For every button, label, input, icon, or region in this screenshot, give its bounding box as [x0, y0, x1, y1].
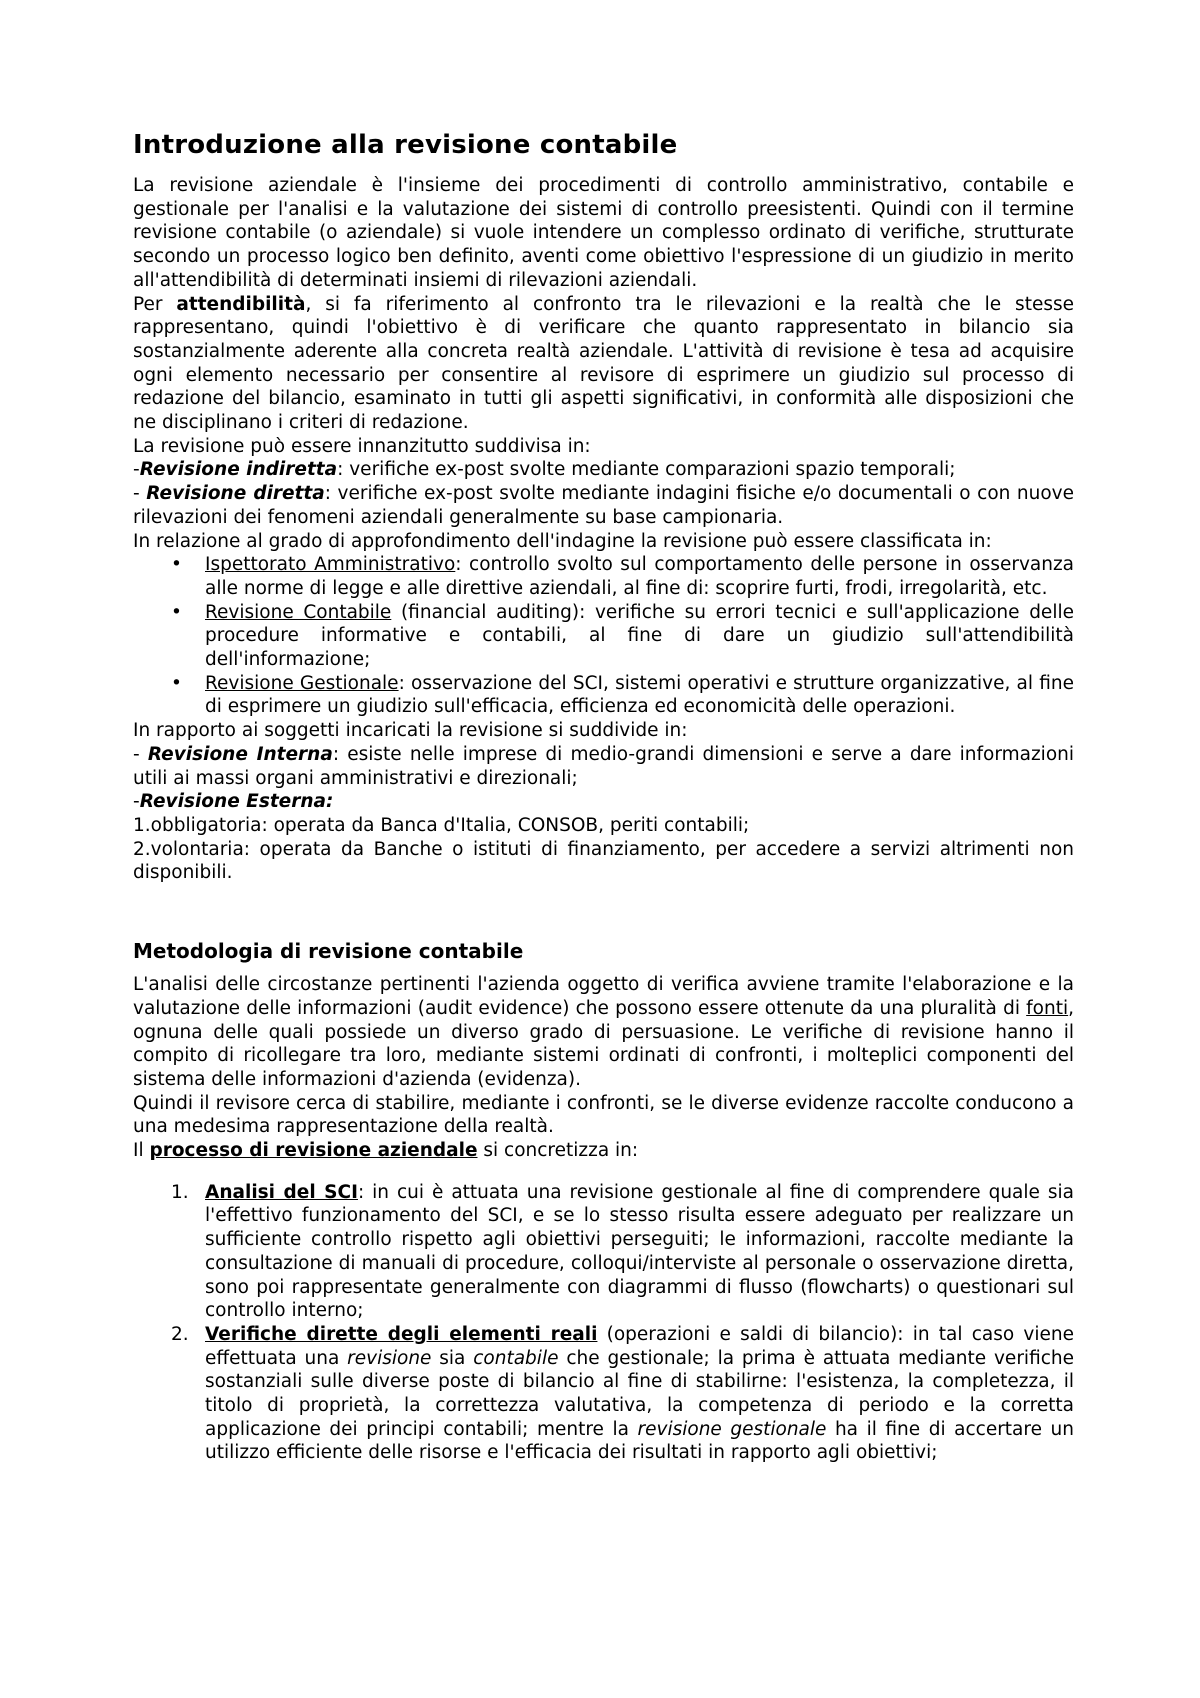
- method-paragraph-2: Quindi il revisore cerca di stabilire, mediante i confronti, se le diverse evidenze raccolte conducono a una medesima rappresentazione della realtà.: [133, 1092, 1074, 1138]
- term-revisione-contabile: Revisione Contabile: [205, 601, 392, 623]
- revisione-diretta-line: - Revisione diretta: verifiche ex-post svolte mediante indagini fisiche e/o documentali o con nuove rilevazioni dei fenomeni aziendali generalmente su base campionaria.: [133, 483, 1074, 528]
- intro-paragraph-4: In relazione al grado di approfondimento dell'indagine la revisione può essere classificata in:: [133, 530, 992, 552]
- term-verifiche-dirette: Verifiche dirette degli elementi reali: [205, 1323, 598, 1345]
- term-analisi-sci: Analisi del SCI: [205, 1181, 358, 1203]
- intro-paragraph-2: Per attendibilità, si fa riferimento al confronto tra le rilevazioni e la realtà che le stesse rappresentano, quindi l'obiettivo è di verificare che quanto rappresentato in bilancio sia sostanzialmente aderente alla concreta realtà aziendale. L'attività di revisione è tesa ad acquisire ogni elemento necessario per consentire al revisore di esprimere un giudizio sul processo di redazione del bilancio, esaminato in tutti gli aspetti significativi, in conformità alle disposizioni che ne disciplinano i criteri di redazione.: [133, 293, 1074, 434]
- list-item: 2. Verifiche dirette degli elementi reali (operazioni e saldi di bilancio): in tal caso viene effettuata una revisione sia contabile che gestionale; la prima è attuata mediante verifiche sostanziali sulle diverse poste di bilancio al fine di stabilirne: l'esistenza, la completezza, il titolo di proprietà, la correttezza valutativa, la competenza di periodo e la corretta applicazione dei principi contabili; mentre la revisione gestionale ha il fine di accertare un utilizzo efficiente delle risorse e l'efficacia dei risultati in rapporto agli obiettivi;: [171, 1323, 1074, 1464]
- bullet-icon: •: [171, 601, 182, 623]
- bullet-icon: •: [171, 672, 182, 694]
- term-ispettorato: Ispettorato Amministrativo: [205, 554, 456, 576]
- bullet-icon: •: [171, 554, 182, 576]
- term-attendibilita: attendibilità: [176, 293, 306, 315]
- esterna-item-1: 1.obbligatoria: operata da Banca d'Italia, CONSOB, periti contabili;: [133, 814, 750, 836]
- esterna-item-2: 2.volontaria: operata da Banche o istituti di finanziamento, per accedere a servizi altrimenti non disponibili.: [133, 838, 1074, 884]
- revisione-indiretta-line: -Revisione indiretta: verifiche ex-post svolte mediante comparazioni spazio temporali;: [133, 459, 956, 481]
- process-steps-list: [133, 1181, 1074, 1465]
- term-revisione-esterna: Revisione Esterna:: [139, 791, 334, 813]
- method-paragraph-1: L'analisi delle circostanze pertinenti l'azienda oggetto di verifica avviene tramite l'elaborazione e la valutazione delle informazioni (audit evidence) che possono essere ottenute da una pluralità di fonti, ognuna delle quali possiede un diverso grado di persuasione. Le verifiche di revisione hanno il compito di ricollegare tra loro, mediante sistemi ordinati di confronti, i molteplici componenti del sistema delle informazioni d'azienda (evidenza).: [133, 974, 1074, 1090]
- fonti-link[interactable]: fonti: [1026, 997, 1069, 1019]
- term-revisione-interna: Revisione Interna: [147, 743, 333, 765]
- list-item: • Ispettorato Amministrativo: controllo svolto sul comportamento delle persone in osservanza alle norme di legge e alle direttive aziendali, al fine di: scoprire furti, frodi, irregolarità, etc.: [171, 554, 1075, 599]
- term-revisione-indiretta: Revisione indiretta: [139, 459, 338, 481]
- section-title: Metodologia di revisione contabile: [133, 939, 524, 964]
- term-revisione-gestionale: Revisione Gestionale: [205, 672, 399, 694]
- method-paragraph-3: Il processo di revisione aziendale si concretizza in:: [133, 1140, 639, 1162]
- intro-paragraph-1: La revisione aziendale è l'insieme dei procedimenti di controllo amministrativo, contabile e gestionale per l'analisi e la valutazione dei sistemi di controllo preesistenti. Quindi con il termine revisione contabile (o aziendale) si vuole intendere un complesso ordinato di verifiche, strutturate secondo un processo logico ben definito, aventi come obiettivo l'espressione di un giudizio in merito all'attendibilità di determinati insiemi di rilevazioni aziendali.: [133, 175, 1074, 291]
- page-title: Introduzione alla revisione contabile: [133, 130, 678, 160]
- revisione-interna-line: - Revisione Interna: esiste nelle imprese di medio-grandi dimensioni e serve a dare informazioni utili ai massi organi amministrativi e direzionali;: [133, 743, 1075, 789]
- step-number: 2.: [171, 1323, 189, 1345]
- list-item: 1. Analisi del SCI: in cui è attuata una revisione gestionale al fine di comprendere quale sia l'effettivo funzionamento del SCI, e se lo stesso risulta essere adeguato per realizzare un sufficiente controllo rispetto agli obiettivi perseguiti; le informazioni, raccolte mediante la consultazione di manuali di procedure, colloqui/interviste al personale o osservazione diretta, sono poi rappresentate generalmente con diagrammi di flusso (flowcharts) o questionari sul controllo interno;: [171, 1181, 1074, 1322]
- step-number: 1.: [171, 1181, 189, 1203]
- term-revisione-diretta: Revisione diretta: [146, 483, 325, 505]
- list-item: • Revisione Contabile (financial auditing): verifiche su errori tecnici e sull'applicazione delle procedure informative e contabili, al fine di dare un giudizio sull'attendibilità dell'informazione;: [171, 601, 1074, 671]
- list-item: • Revisione Gestionale: osservazione del SCI, sistemi operativi e strutture organizzative, al fine di esprimere un giudizio sull'efficacia, efficienza ed economicità delle operazioni.: [171, 672, 1075, 718]
- soggetti-intro: In rapporto ai soggetti incaricati la revisione si suddivide in:: [133, 720, 688, 742]
- revisione-esterna-line: -Revisione Esterna:: [133, 791, 334, 813]
- intro-paragraph-3: La revisione può essere innanzitutto suddivisa in:: [133, 435, 591, 457]
- term-processo-revisione: processo di revisione aziendale: [149, 1140, 478, 1162]
- classification-list: [133, 553, 1074, 719]
